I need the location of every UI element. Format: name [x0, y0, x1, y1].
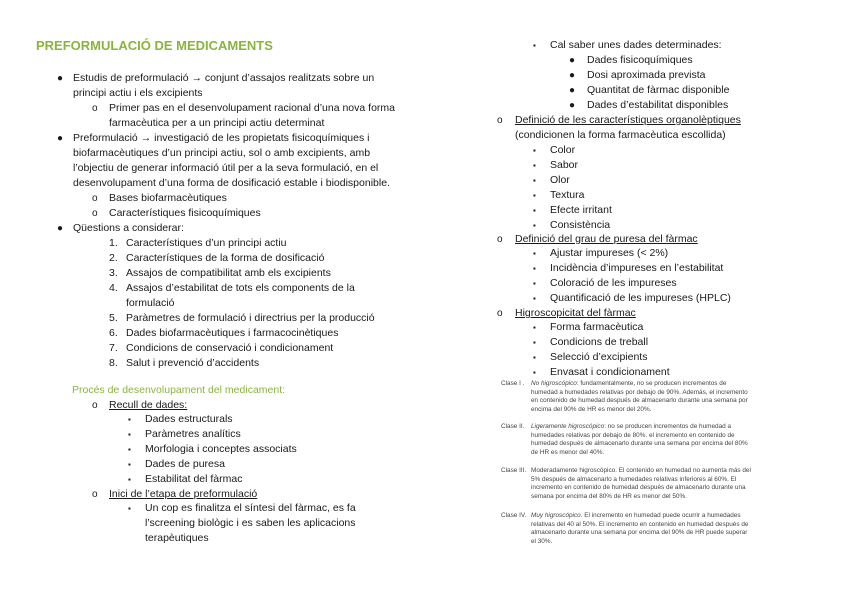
inici-text: Un cop es finalitza el síntesi del fàrmac, es fa l’screening biològic i es saben les aplicacions terapèutiques: [145, 502, 356, 544]
bullet-dot: ●: [57, 223, 64, 234]
list-item: Color: [550, 144, 576, 156]
question-number: 6.: [109, 327, 118, 339]
recull-heading: Recull de dades:: [109, 399, 188, 411]
bullet-2-sub-1: Bases biofarmacèutiques: [109, 192, 227, 204]
hygro-class-body: [531, 423, 753, 457]
process-title: Procés de desenvolupament del medicament:: [72, 384, 286, 396]
question-number: 7.: [109, 342, 118, 354]
hygro-class: [501, 512, 753, 546]
bullet-dot: ●: [57, 133, 64, 144]
question-number: 4.: [109, 282, 118, 294]
list-item: Sabor: [550, 159, 579, 171]
bullet-square: ▪: [533, 294, 536, 303]
bullet-square: ▪: [533, 279, 536, 288]
bullet-o: o: [497, 115, 503, 126]
bullet-square: ▪: [128, 445, 131, 454]
bullet-square: ▪: [533, 221, 536, 230]
list-item: Envasat i condicionament: [550, 366, 670, 378]
inici-heading: Inici de l’etapa de preformulació: [109, 488, 258, 500]
purity-heading: Definició del grau de puresa del fàrmac: [515, 233, 698, 245]
bullet-square: ▪: [128, 504, 131, 513]
list-item: Dades de puresa: [145, 458, 225, 470]
bullet-o: o: [497, 234, 503, 245]
bullet-square: ▪: [533, 338, 536, 347]
bullet-square: ▪: [128, 475, 131, 484]
bullet-square: ▪: [533, 206, 536, 215]
list-item: Quantitat de fàrmac disponible: [587, 84, 730, 96]
page-title: PREFORMULACIÓ DE MEDICAMENTS: [36, 38, 273, 53]
list-item: Efecte irritant: [550, 204, 612, 216]
question-number: 8.: [109, 357, 118, 369]
hygro-class-text: . El incremento en humedad puede ocurrir a humedades relativas del 40 al 50%. El incremento en contenido en humedad después de almacenarlo durante una semana por encima del 90% de HR puede superar el 30%.: [531, 512, 749, 545]
hygro-class-label: Clase III.: [501, 467, 527, 474]
hygro-class-label: Clase I .: [501, 380, 525, 387]
list-item: Incidència d’impureses en l’estabilitat: [550, 262, 724, 274]
bullet-square: ▪: [128, 415, 131, 424]
hygro-class-body: [531, 380, 753, 414]
bullet-o: o: [92, 208, 98, 219]
bullet-1-sub: Primer pas en el desenvolupament racional d’una nova forma farmacèutica per a un principi actiu determinat: [109, 102, 395, 129]
hygro-class-term: Ligeramente higroscópico: [531, 423, 605, 430]
list-item: Olor: [550, 174, 570, 186]
question-text: Paràmetres de formulació i directrius per la producció: [126, 312, 375, 324]
bullet-dot: ●: [569, 70, 576, 81]
list-item: Dosi aproximada prevista: [587, 69, 706, 81]
list-item: Selecció d’excipients: [550, 351, 648, 363]
list-item: Coloració de les impureses: [550, 277, 677, 289]
bullet-o: o: [92, 400, 98, 411]
bullet-square: ▪: [533, 191, 536, 200]
bullet-dot: ●: [569, 85, 576, 96]
question-number: 2.: [109, 252, 118, 264]
cal-heading: Cal saber unes dades determinades:: [550, 39, 722, 51]
bullet-o: o: [92, 103, 98, 114]
organoleptic-note: (condicionen la forma farmacèutica escollida): [515, 129, 726, 141]
list-item: Dades estructurals: [145, 413, 233, 425]
hygro-class-term: Muy higroscópico: [531, 512, 581, 519]
question-text: formulació: [126, 297, 175, 309]
list-item: Condicions de treball: [550, 336, 649, 348]
bullet-1-text: Estudis de preformulació → conjunt d’assajos realitzats sobre un principi actiu i els excipients: [73, 72, 375, 99]
list-item: Forma farmacèutica: [550, 321, 644, 333]
hygro-class-text: : fundamentalmente, no se producen incrementos de humedad a humedades relativas por debajo de 90%. Además, el incremento en contenido de humedad después de almacenarlo durante una semana por encima del 90% de HR es menor del 20%.: [531, 380, 748, 413]
question-number: 3.: [109, 267, 118, 279]
bullet-2-text: Preformulació → investigació de les propietats fisicoquímiques i biofarmacèutiques d’un principi actiu, sol o amb excipients, amb l’objectiu de generar informació útil per a la seva formulació, en el desenvolupament d’una forma de dosificació estable i biodisponible.: [73, 132, 390, 189]
bullet-square: ▪: [533, 161, 536, 170]
list-item: Paràmetres analítics: [145, 428, 241, 440]
bullet-square: ▪: [533, 353, 536, 362]
bullet-square: ▪: [128, 430, 131, 439]
hygro-class-body: [531, 512, 753, 546]
question-text: Característiques d’un principi actiu: [126, 237, 287, 249]
hygro-class-text: Moderadamente higroscópico. El contenido en humedad no aumenta más del 5% después de almacenarlo a humedades relativas inferiores al 60%. El incremento en contenido de humedad después de almacenarlo durante una semana por encima del 80% de HR es menor del 50%.: [531, 467, 751, 500]
list-item: Consistència: [550, 219, 611, 231]
bullet-square: ▪: [533, 41, 536, 50]
list-item: Dades fisicoquímiques: [587, 54, 693, 66]
list-item: Ajustar impureses (< 2%): [550, 247, 669, 259]
question-text: Assajos de compatibilitat amb els excipients: [126, 267, 331, 279]
list-item: Textura: [550, 189, 585, 201]
bullet-2-sub-2: Característiques fisicoquímiques: [109, 207, 261, 219]
bullet-o: o: [92, 489, 98, 500]
hygro-class-text: : no se producen incrementos de humedad a humedades relativas por debajo de 80%. el incremento en contenido de humedad después de almacenarlo durante una semana por encima del 80% de HR es menor del 40%.: [531, 423, 748, 456]
bullet-square: ▪: [128, 460, 131, 469]
list-item: Estabilitat del fàrmac: [145, 473, 243, 485]
question-text: Dades biofarmacèutiques i farmacocinètiques: [126, 327, 339, 339]
bullet-square: ▪: [533, 368, 536, 377]
hygro-class-term: No higroscópico: [531, 380, 577, 387]
hygro-class: [501, 380, 753, 414]
bullet-3-text: Qüestions a considerar:: [73, 222, 184, 234]
bullet-square: ▪: [533, 249, 536, 258]
organoleptic-heading: Definició de les característiques organolèptiques: [515, 114, 741, 126]
question-number: 1.: [109, 237, 118, 249]
bullet-square: ▪: [533, 146, 536, 155]
hygro-class: [501, 423, 753, 457]
hygro-class-label: Clase IV.: [501, 512, 527, 519]
bullet-o: o: [497, 308, 503, 319]
bullet-dot: ●: [569, 55, 576, 66]
list-item: Morfologia i conceptes associats: [145, 443, 297, 455]
question-text: Característiques de la forma de dosificació: [126, 252, 325, 264]
hygro-class-label: Clase II.: [501, 423, 525, 430]
bullet-square: ▪: [533, 264, 536, 273]
question-text: Assajos d’estabilitat de tots els components de la: [126, 282, 355, 294]
list-item: Quantificació de les impureses (HPLC): [550, 292, 731, 304]
question-number: 5.: [109, 312, 118, 324]
bullet-square: ▪: [533, 176, 536, 185]
question-text: Condicions de conservació i condicionament: [126, 342, 334, 354]
list-item: Dades d’estabilitat disponibles: [587, 99, 729, 111]
bullet-o: o: [92, 193, 98, 204]
bullet-square: ▪: [533, 323, 536, 332]
bullet-dot: ●: [569, 100, 576, 111]
bullet-dot: ●: [57, 73, 64, 84]
question-text: Salut i prevenció d’accidents: [126, 357, 260, 369]
hygro-class-body: [531, 467, 753, 501]
hygro-class: [501, 467, 753, 501]
hygro-heading: Higroscopicitat del fàrmac: [515, 307, 636, 319]
